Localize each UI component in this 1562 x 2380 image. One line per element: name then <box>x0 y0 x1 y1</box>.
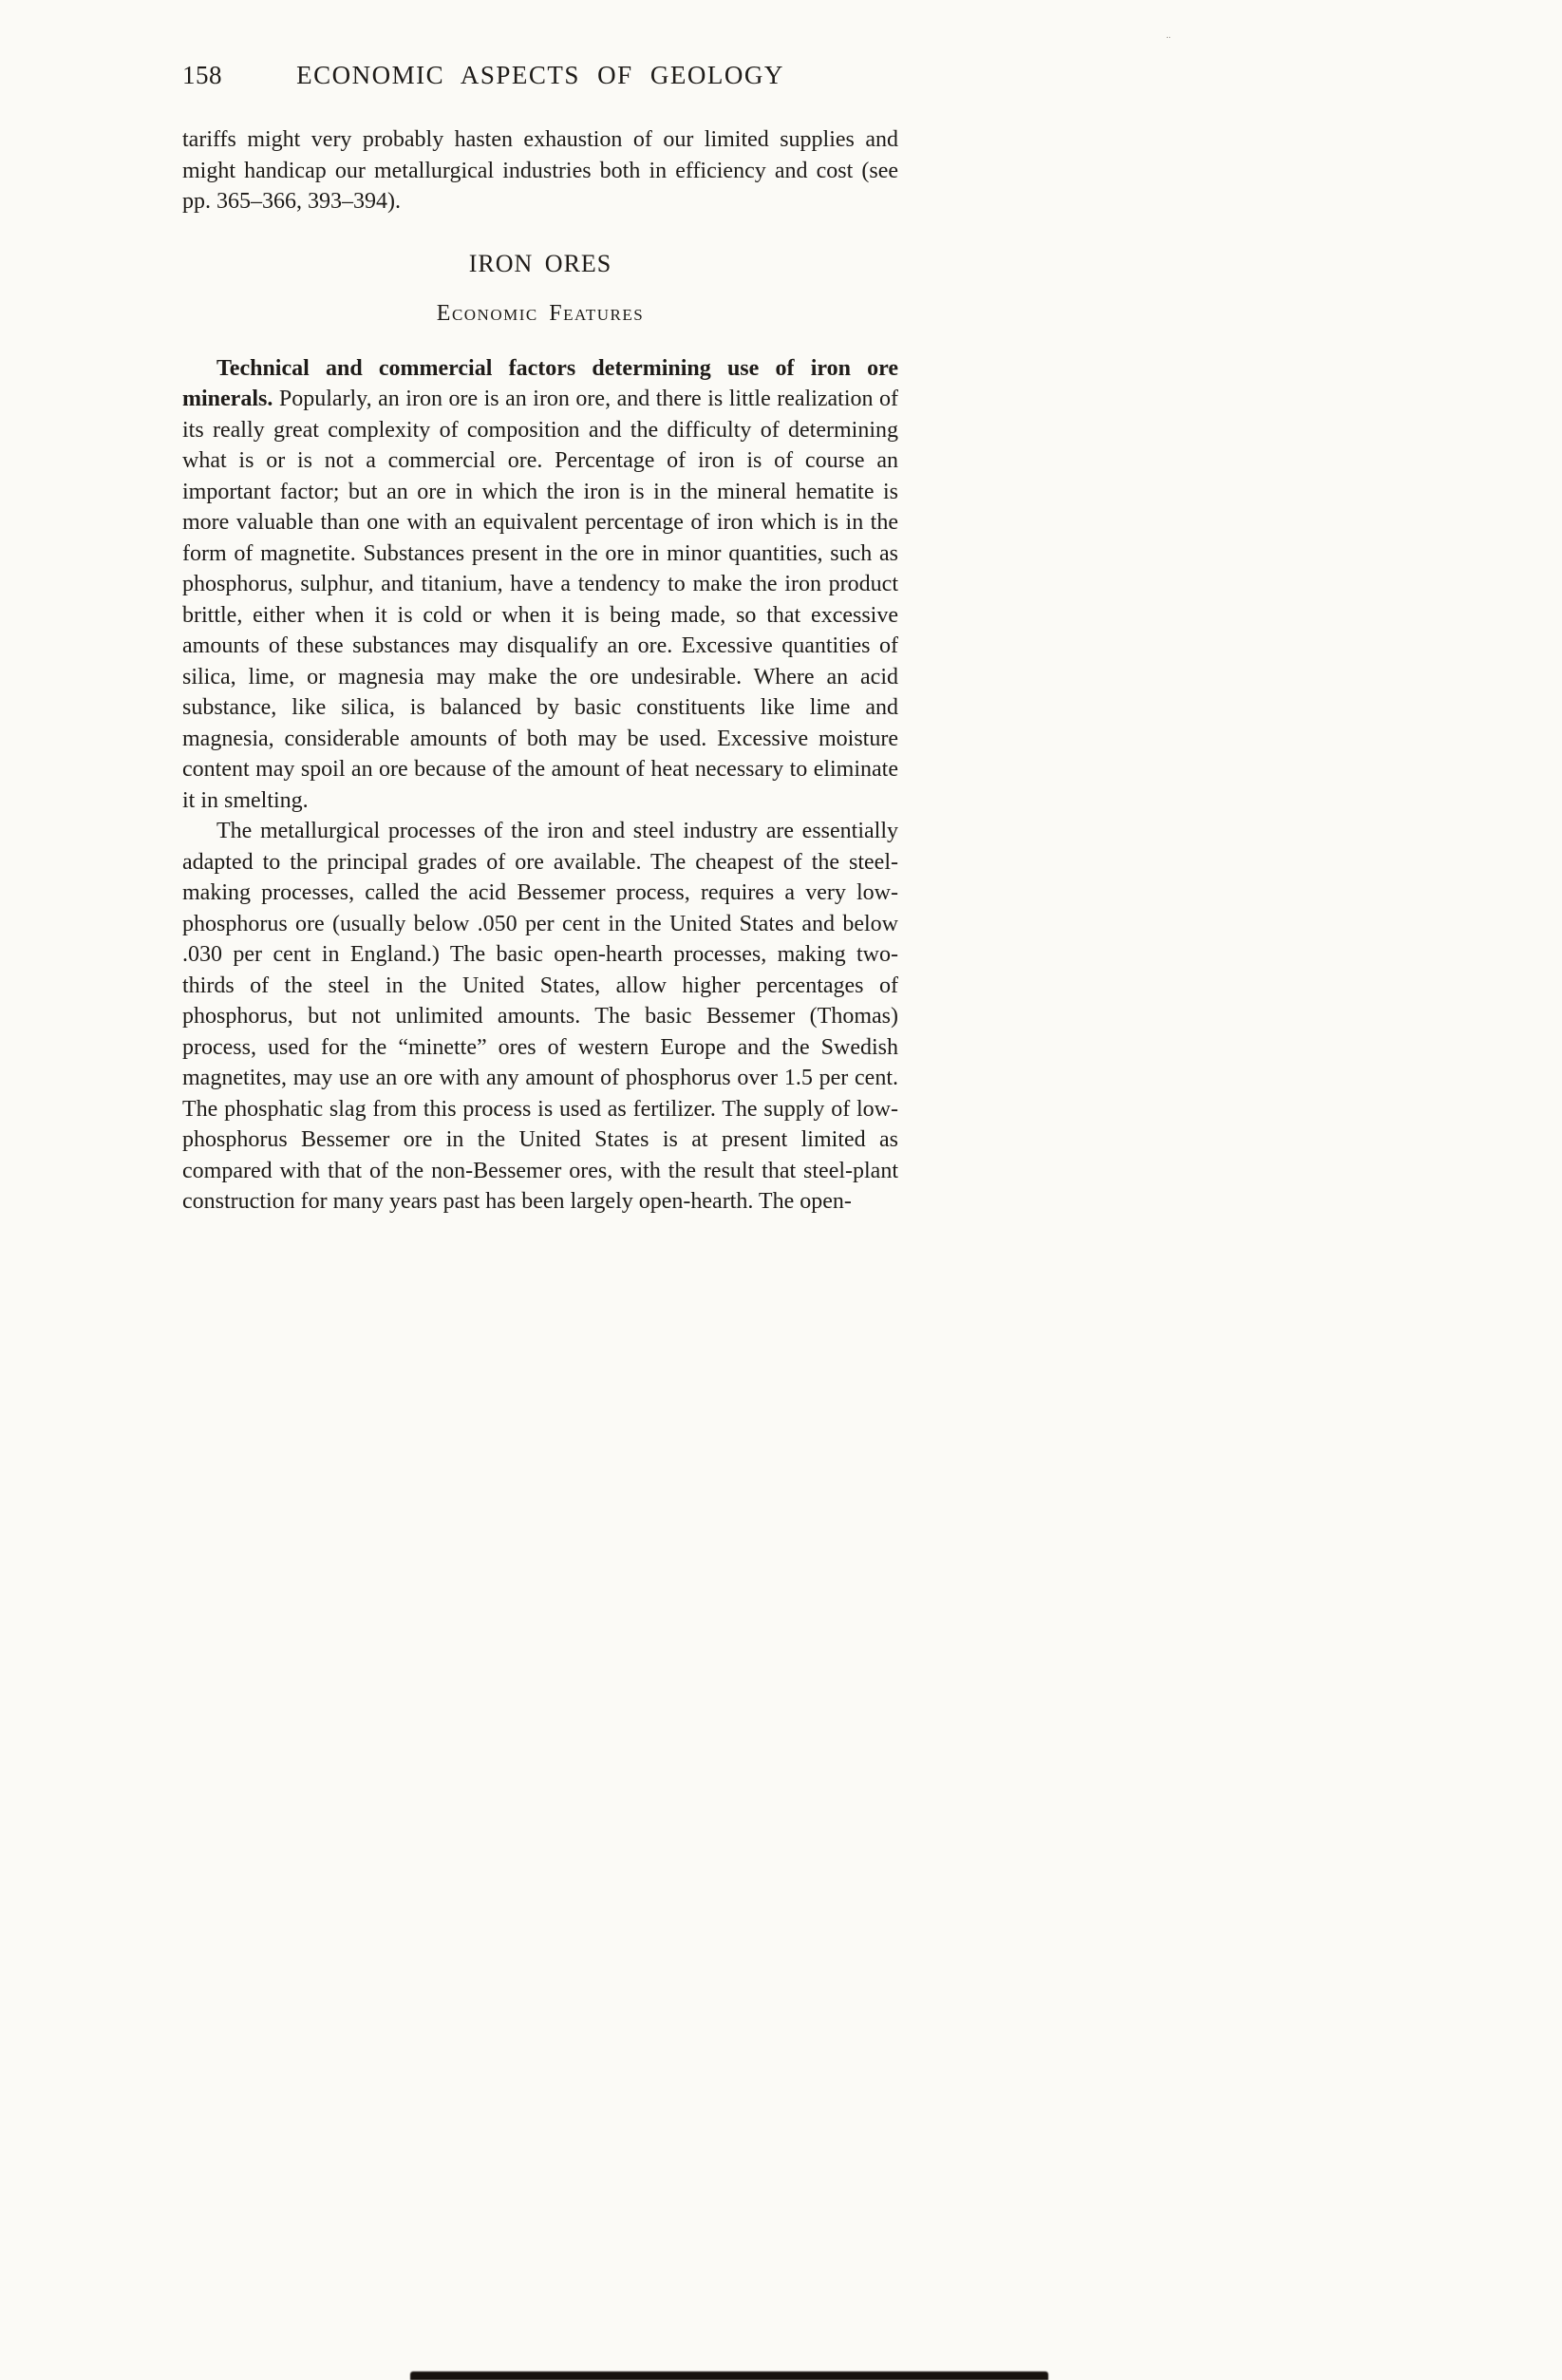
paragraph-continuation: tariffs might very probably hasten exhaustion of our limited supplies and might handicap our metallurgical industries both in efficiency and cost (see pp. 365–366, 393–394). <box>182 127 898 214</box>
scan-speck-artifact: .. <box>1166 30 1171 41</box>
text-block <box>182 61 898 1218</box>
subsection-heading-economic-features: Economic Features <box>436 300 645 326</box>
paragraph-metallurgical-processes: The metallurgical processes of the iron and steel industry are essentially adapted to the principal grades of ore available. The cheapest of the steel-making processes, called the acid Bessemer process, requires a very low-phosphorus ore (usually below .050 per cent in the United States and below .030 per cent in England.) The basic open-hearth processes, making two-thirds of the steel in the United States, allow higher percentages of phosphorus, but not unlimited amounts. The basic Bessemer (Thomas) process, used for the “minette” ores of western Europe and the Swedish magnetites, may use an ore with any amount of phosphorus over 1.5 per cent. The phosphatic slag from this process is used as fertilizer. The supply of low-phosphorus Bessemer ore in the United States is at present limited as compared with that of the non-Bessemer ores, with the result that steel-plant construction for many years past has been largely open-hearth. The open- <box>182 819 898 1214</box>
scan-edge-artifact <box>410 2371 1048 2380</box>
page-number: 158 <box>182 61 222 89</box>
paragraph-technical-factors <box>182 353 898 817</box>
section-heading-iron-ores: IRON ORES <box>468 249 612 277</box>
page-header <box>182 61 898 90</box>
paragraph-technical-body: Popularly, an iron ore is an iron ore, and there is little realization of its really great complexity of composition and the difficulty of determining what is or is not a commercial ore. Percentage of iron is of course an important factor; but an ore in which the iron is in the mineral hematite is more valuable than one with an equivalent percentage of iron which is in the form of magnetite. Substances present in the ore in minor quantities, such as phosphorus, sulphur, and titanium, have a tendency to make the iron product brittle, either when it is cold or when it is being made, so that excessive amounts of these substances may disqualify an ore. Excessive quantities of silica, lime, or magnesia may make the ore undesirable. Where an acid substance, like silica, is balanced by basic constituents like lime and magnesia, considerable amounts of both may be used. Excessive moisture content may spoil an ore because of the amount of heat necessary to eliminate it in smelting. <box>182 387 899 813</box>
running-title: ECONOMIC ASPECTS OF GEOLOGY <box>296 61 784 89</box>
paragraph-bold-lead: Technical and commercial factors determining use of iron ore minerals. <box>182 355 898 411</box>
